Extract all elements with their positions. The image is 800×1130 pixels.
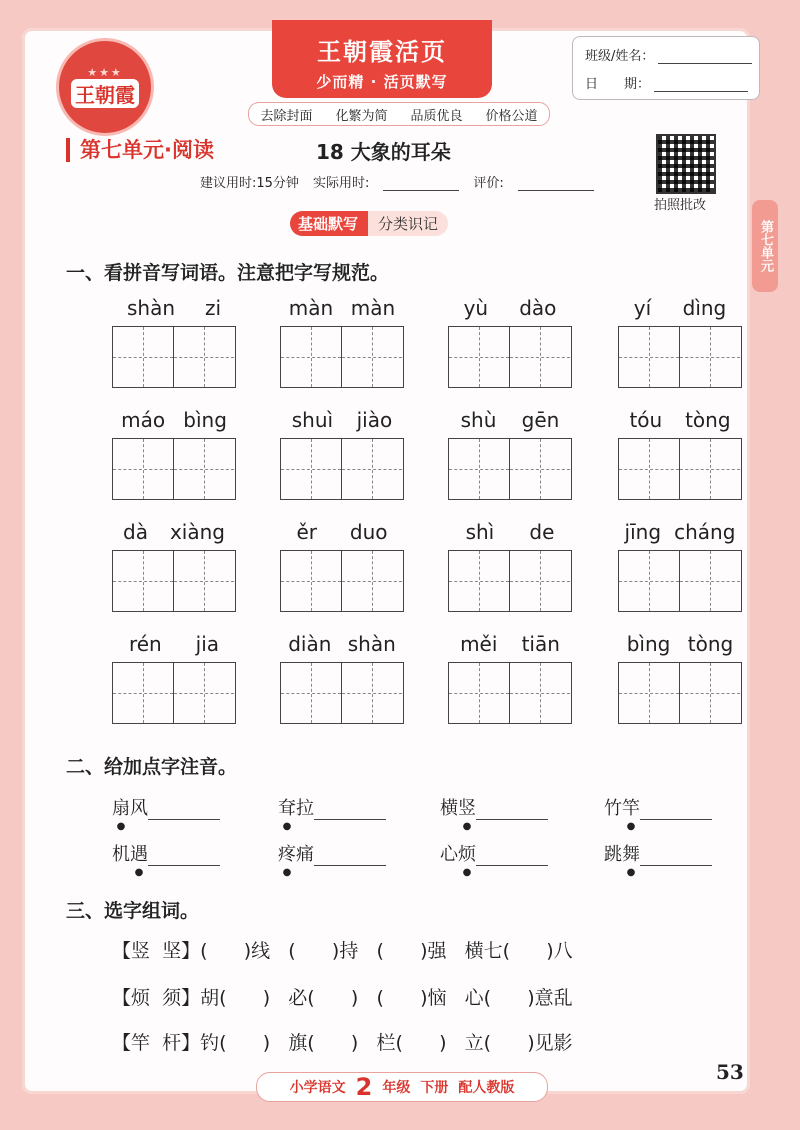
writing-boxes xyxy=(280,550,404,612)
slogan: 化繁为简 xyxy=(335,108,388,124)
pill-sub: 分类识记 xyxy=(368,211,448,236)
date-label: 日 期： xyxy=(585,77,651,92)
pinyin-syllable: dìng xyxy=(682,296,727,320)
brand-banner xyxy=(272,20,492,98)
writing-cell[interactable] xyxy=(680,551,740,611)
char: 拉 xyxy=(296,798,314,819)
pinyin-syllable: rén xyxy=(128,632,162,656)
emphasis-dot-icon: ● xyxy=(626,821,636,832)
writing-cell[interactable] xyxy=(113,663,174,723)
pinyin-label xyxy=(112,632,236,662)
student-info-box xyxy=(572,36,760,100)
section-pill xyxy=(290,210,448,236)
dot-char-text: 舞 xyxy=(622,844,640,865)
dot-char-text: 疼 xyxy=(278,844,296,865)
slogan: 价格公道 xyxy=(485,108,538,124)
date-row xyxy=(585,73,748,92)
name-row xyxy=(585,45,752,64)
phonetic-item xyxy=(278,840,386,878)
pinyin-word xyxy=(618,408,742,500)
dot-char xyxy=(278,794,296,832)
pinyin-syllable: xiàng xyxy=(169,520,225,544)
pinyin-label xyxy=(618,632,742,662)
actual-time-field[interactable] xyxy=(383,178,459,191)
writing-boxes xyxy=(112,662,236,724)
pinyin-syllable: shuì xyxy=(291,408,334,432)
brand-tagline: 少而精 · 活页默写 xyxy=(316,73,448,91)
pinyin-syllable: měi xyxy=(460,632,498,656)
pinyin-word xyxy=(618,632,742,724)
pinyin-label xyxy=(280,632,404,662)
pinyin-word xyxy=(618,520,742,612)
writing-cell[interactable] xyxy=(510,327,570,387)
pinyin-syllable: bìng xyxy=(183,408,227,432)
writing-cell[interactable] xyxy=(449,663,510,723)
pinyin-syllable: jia xyxy=(195,632,220,656)
writing-cell[interactable] xyxy=(619,439,680,499)
dot-char-text: 扇 xyxy=(112,798,130,819)
pinyin-label xyxy=(448,408,572,438)
pinyin-word xyxy=(112,632,236,724)
dot-char xyxy=(458,840,476,878)
qr-code-icon[interactable] xyxy=(656,134,716,194)
char: 机 xyxy=(112,844,130,865)
dot-char xyxy=(130,840,148,878)
writing-boxes xyxy=(112,550,236,612)
writing-cell[interactable] xyxy=(113,439,174,499)
pinyin-label xyxy=(618,520,742,550)
pinyin-word xyxy=(112,408,236,500)
pinyin-label xyxy=(280,296,404,326)
writing-boxes xyxy=(112,326,236,388)
pinyin-word xyxy=(112,296,236,388)
emphasis-dot-icon: ● xyxy=(462,867,472,878)
unit-side-tab: 第七单元 xyxy=(752,200,778,292)
slogan: 去除封面 xyxy=(260,108,313,124)
pinyin-syllable: bìng xyxy=(626,632,671,656)
writing-cell[interactable] xyxy=(680,663,740,723)
pinyin-label xyxy=(618,296,742,326)
pinyin-syllable: dà xyxy=(123,520,148,544)
pinyin-syllable: diàn xyxy=(288,632,332,656)
dot-char xyxy=(622,840,640,878)
dot-char-text: 竿 xyxy=(622,798,640,819)
pinyin-syllable: dào xyxy=(519,296,557,320)
slogan: 品质优良 xyxy=(410,108,463,124)
pinyin-syllable: màn xyxy=(350,296,396,320)
writing-boxes xyxy=(448,550,572,612)
rating-label: 评价: xyxy=(473,176,504,191)
emphasis-dot-icon: ● xyxy=(282,821,292,832)
answer-blank[interactable] xyxy=(640,847,712,866)
pinyin-label xyxy=(280,520,404,550)
writing-cell[interactable] xyxy=(342,327,402,387)
pinyin-syllable: yù xyxy=(463,296,489,320)
pinyin-syllable: shù xyxy=(460,408,497,432)
writing-cell[interactable] xyxy=(174,551,234,611)
actual-time-label: 实际用时: xyxy=(312,176,370,191)
answer-blank[interactable] xyxy=(314,847,386,866)
pinyin-label xyxy=(448,520,572,550)
phonetic-item xyxy=(604,840,712,878)
emphasis-dot-icon: ● xyxy=(134,867,144,878)
pinyin-word xyxy=(280,632,404,724)
crown-icon: ★★★ xyxy=(87,66,123,79)
unit-title: 第七单元·阅读 xyxy=(66,138,214,162)
writing-boxes xyxy=(448,438,572,500)
pinyin-syllable: tiān xyxy=(521,632,560,656)
pinyin-syllable: yí xyxy=(633,296,652,320)
writing-boxes xyxy=(280,662,404,724)
writing-boxes xyxy=(112,438,236,500)
pinyin-label xyxy=(448,632,572,662)
writing-cell[interactable] xyxy=(113,551,174,611)
lesson-title: 18 大象的耳朵 xyxy=(316,140,451,164)
writing-cell[interactable] xyxy=(342,663,402,723)
word-choice-row[interactable]: 【竖 坚】( )线 ( )持 ( )强 横七( )八 xyxy=(112,940,573,962)
writing-cell[interactable] xyxy=(510,551,570,611)
dot-char-text: 耷 xyxy=(278,798,296,819)
writing-cell[interactable] xyxy=(113,327,174,387)
pinyin-syllable: zi xyxy=(204,296,222,320)
qr-label: 拍照批改 xyxy=(654,198,707,213)
dot-char-text: 竖 xyxy=(458,798,476,819)
pinyin-word xyxy=(448,632,572,724)
pinyin-word xyxy=(280,408,404,500)
footer-grade-suffix: 年级 xyxy=(382,1080,411,1096)
slogan-bar xyxy=(248,102,550,126)
writing-boxes xyxy=(618,662,742,724)
brand-logo xyxy=(56,38,154,136)
writing-boxes xyxy=(280,438,404,500)
phonetic-item xyxy=(112,840,220,878)
writing-cell[interactable] xyxy=(680,439,740,499)
dot-char-text: 烦 xyxy=(458,844,476,865)
answer-blank[interactable] xyxy=(476,801,548,820)
char: 跳 xyxy=(604,844,622,865)
answer-blank[interactable] xyxy=(314,801,386,820)
pill-main: 基础默写 xyxy=(290,211,368,236)
writing-cell[interactable] xyxy=(619,551,680,611)
pinyin-syllable: màn xyxy=(288,296,334,320)
answer-blank[interactable] xyxy=(148,801,220,820)
time-meta xyxy=(200,172,594,191)
writing-boxes xyxy=(618,550,742,612)
pinyin-word xyxy=(280,296,404,388)
char: 痛 xyxy=(296,844,314,865)
pinyin-syllable: jiào xyxy=(356,408,393,432)
pinyin-syllable: gēn xyxy=(521,408,560,432)
pinyin-syllable: tòng xyxy=(685,408,731,432)
dot-char xyxy=(112,794,130,832)
footer-bar xyxy=(256,1072,548,1102)
pinyin-syllable: cháng xyxy=(674,520,736,544)
phonetic-item xyxy=(440,840,548,878)
emphasis-dot-icon: ● xyxy=(116,821,126,832)
emphasis-dot-icon: ● xyxy=(282,867,292,878)
page-number: 53 xyxy=(716,1060,744,1084)
char: 心 xyxy=(440,844,458,865)
rating-field[interactable] xyxy=(518,178,594,191)
phonetic-item xyxy=(604,794,712,832)
emphasis-dot-icon: ● xyxy=(462,821,472,832)
char: 横 xyxy=(440,798,458,819)
word-choice-row[interactable]: 【竿 杆】钓( ) 旗( ) 栏( ) 立( )见影 xyxy=(112,1032,573,1054)
pinyin-syllable: duo xyxy=(349,520,388,544)
footer-grade: 2 xyxy=(355,1073,373,1101)
writing-cell[interactable] xyxy=(281,663,342,723)
pinyin-syllable: shàn xyxy=(126,296,175,320)
writing-cell[interactable] xyxy=(342,439,402,499)
footer-subject: 小学语文 xyxy=(289,1080,346,1096)
writing-cell[interactable] xyxy=(449,327,510,387)
answer-blank[interactable] xyxy=(476,847,548,866)
dot-char xyxy=(278,840,296,878)
writing-cell[interactable] xyxy=(281,327,342,387)
section1-title: 一、看拼音写词语。注意把字写规范。 xyxy=(66,262,390,284)
writing-boxes xyxy=(448,662,572,724)
writing-cell[interactable] xyxy=(680,327,740,387)
char: 风 xyxy=(130,798,148,819)
pinyin-syllable: máo xyxy=(121,408,166,432)
writing-cell[interactable] xyxy=(342,551,402,611)
writing-boxes xyxy=(448,326,572,388)
pinyin-word xyxy=(448,408,572,500)
writing-cell[interactable] xyxy=(174,663,234,723)
pinyin-syllable: tóu xyxy=(629,408,663,432)
logo-text: 王朝霞 xyxy=(71,79,139,108)
pinyin-word xyxy=(448,296,572,388)
dot-char xyxy=(458,794,476,832)
phonetic-item xyxy=(278,794,386,832)
pinyin-syllable: de xyxy=(529,520,555,544)
date-field[interactable] xyxy=(654,77,748,92)
pinyin-label xyxy=(112,408,236,438)
writing-cell[interactable] xyxy=(619,663,680,723)
char: 竹 xyxy=(604,798,622,819)
writing-cell[interactable] xyxy=(619,327,680,387)
writing-cell[interactable] xyxy=(510,663,570,723)
section2-title: 二、给加点字注音。 xyxy=(66,756,238,778)
dot-char-text: 遇 xyxy=(130,844,148,865)
answer-blank[interactable] xyxy=(148,847,220,866)
name-label: 班级/姓名： xyxy=(585,49,655,64)
pinyin-syllable: shàn xyxy=(347,632,396,656)
pinyin-word xyxy=(280,520,404,612)
writing-cell[interactable] xyxy=(510,439,570,499)
brand-title: 王朝霞活页 xyxy=(317,38,447,66)
pinyin-word xyxy=(112,520,236,612)
writing-boxes xyxy=(618,326,742,388)
section3-title: 三、选字组词。 xyxy=(66,900,200,922)
pinyin-label xyxy=(448,296,572,326)
answer-blank[interactable] xyxy=(640,801,712,820)
footer-term: 下册 xyxy=(420,1080,449,1096)
pinyin-syllable: ěr xyxy=(296,520,317,544)
pinyin-label xyxy=(112,520,236,550)
writing-cell[interactable] xyxy=(281,551,342,611)
word-choice-row[interactable]: 【烦 须】胡( ) 必( ) ( )恼 心( )意乱 xyxy=(112,987,573,1009)
pinyin-syllable: shì xyxy=(465,520,495,544)
writing-boxes xyxy=(618,438,742,500)
footer-edition: 配人教版 xyxy=(458,1080,515,1096)
phonetic-item xyxy=(440,794,548,832)
suggested-time: 建议用时:15分钟 xyxy=(200,176,299,191)
emphasis-dot-icon: ● xyxy=(626,867,636,878)
pinyin-label xyxy=(280,408,404,438)
pinyin-word xyxy=(448,520,572,612)
pinyin-label xyxy=(618,408,742,438)
writing-cell[interactable] xyxy=(449,551,510,611)
name-field[interactable] xyxy=(658,49,752,64)
pinyin-label xyxy=(112,296,236,326)
writing-boxes xyxy=(280,326,404,388)
pinyin-syllable: tòng xyxy=(687,632,734,656)
writing-cell[interactable] xyxy=(174,439,234,499)
phonetic-item xyxy=(112,794,220,832)
writing-cell[interactable] xyxy=(174,327,234,387)
pinyin-syllable: jīng xyxy=(624,520,662,544)
dot-char xyxy=(622,794,640,832)
pinyin-word xyxy=(618,296,742,388)
writing-cell[interactable] xyxy=(449,439,510,499)
writing-cell[interactable] xyxy=(281,439,342,499)
